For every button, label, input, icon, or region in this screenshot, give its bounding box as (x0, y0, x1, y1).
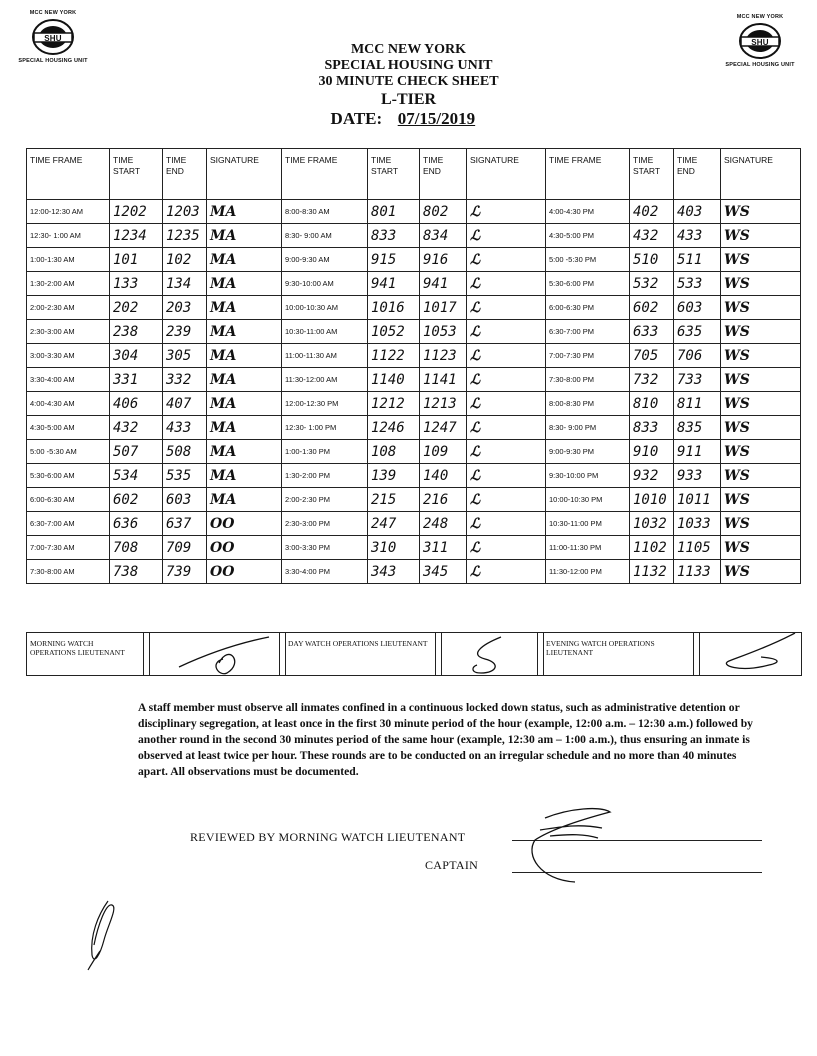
time-frame-cell: 3:30-4:00 PM (282, 560, 368, 584)
time-start-cell: 732 (630, 368, 674, 392)
check-sheet-table (26, 148, 801, 584)
time-frame-cell: 9:30-10:00 PM (546, 464, 630, 488)
table-row (27, 512, 801, 536)
time-frame-cell: 6:00-6:30 PM (546, 296, 630, 320)
captain-label: CAPTAIN (425, 858, 479, 872)
signature-cell: ℒ (467, 560, 546, 584)
time-frame-cell: 2:00-2:30 AM (27, 296, 110, 320)
signature-cell: MA (207, 488, 282, 512)
signature-cell: WS (721, 416, 801, 440)
time-end-cell: 109 (420, 440, 467, 464)
time-frame-cell: 7:30-8:00 AM (27, 560, 110, 584)
time-end-cell: 332 (163, 368, 207, 392)
lieutenant-signature-row (26, 632, 802, 676)
time-frame-cell: 11:30-12:00 PM (546, 560, 630, 584)
time-frame-cell: 7:30-8:00 PM (546, 368, 630, 392)
time-frame-cell: 12:30- 1:00 PM (282, 416, 368, 440)
signature-cell: WS (721, 272, 801, 296)
time-end-cell: 1141 (420, 368, 467, 392)
time-frame-cell: 3:00-3:30 PM (282, 536, 368, 560)
signature-cell: ℒ (467, 488, 546, 512)
time-start-cell: 406 (110, 392, 163, 416)
reviewed-by-label: REVIEWED BY MORNING WATCH LIEUTENANT (190, 830, 466, 844)
col-time-end: TIME END (420, 149, 467, 200)
day-lieutenant-label: DAY WATCH OPERATIONS LIEUTENANT (288, 639, 428, 648)
time-end-cell: 1017 (420, 296, 467, 320)
table-body (27, 200, 801, 584)
time-frame-cell: 10:30-11:00 PM (546, 512, 630, 536)
time-end-cell: 733 (674, 368, 721, 392)
time-frame-cell: 1:30-2:00 PM (282, 464, 368, 488)
signature-cell: WS (721, 320, 801, 344)
signature-cell: WS (721, 296, 801, 320)
signature-cell: MA (207, 320, 282, 344)
time-frame-cell: 2:00-2:30 PM (282, 488, 368, 512)
time-end-cell: 941 (420, 272, 467, 296)
time-start-cell: 310 (368, 536, 420, 560)
signature-cell: ℒ (467, 368, 546, 392)
time-start-cell: 910 (630, 440, 674, 464)
time-frame-cell: 5:00 -5:30 PM (546, 248, 630, 272)
time-start-cell: 432 (630, 224, 674, 248)
table-row (27, 440, 801, 464)
time-frame-cell: 10:00-10:30 PM (546, 488, 630, 512)
signature-cell: WS (721, 464, 801, 488)
sheet-header (0, 42, 817, 127)
time-end-cell: 140 (420, 464, 467, 488)
table-row (27, 416, 801, 440)
table-row (27, 224, 801, 248)
time-frame-cell: 1:00-1:30 PM (282, 440, 368, 464)
time-end-cell: 811 (674, 392, 721, 416)
table-row (27, 536, 801, 560)
signature-cell: WS (721, 560, 801, 584)
date-label: DATE: (330, 109, 383, 128)
time-start-cell: 633 (630, 320, 674, 344)
col-time-end: TIME END (674, 149, 721, 200)
time-end-cell: 311 (420, 536, 467, 560)
signature-cell: WS (721, 344, 801, 368)
col-time-frame: TIME FRAME (546, 149, 630, 200)
signature-cell: ℒ (467, 344, 546, 368)
signature-cell: MA (207, 368, 282, 392)
time-start-cell: 534 (110, 464, 163, 488)
time-end-cell: 134 (163, 272, 207, 296)
time-start-cell: 304 (110, 344, 163, 368)
signature-cell: MA (207, 200, 282, 224)
time-start-cell: 636 (110, 512, 163, 536)
col-time-frame: TIME FRAME (27, 149, 110, 200)
time-start-cell: 402 (630, 200, 674, 224)
time-end-cell: 706 (674, 344, 721, 368)
time-frame-cell: 5:30-6:00 PM (546, 272, 630, 296)
date-value: 07/15/2019 (397, 109, 476, 128)
time-start-cell: 532 (630, 272, 674, 296)
time-start-cell: 202 (110, 296, 163, 320)
signature-cell: ℒ (467, 224, 546, 248)
col-signature: SIGNATURE (467, 149, 546, 200)
morning-lieutenant-signature (149, 633, 280, 675)
time-start-cell: 1102 (630, 536, 674, 560)
time-end-cell: 403 (674, 200, 721, 224)
time-start-cell: 833 (368, 224, 420, 248)
table-row (27, 488, 801, 512)
signature-cell: ℒ (467, 512, 546, 536)
tier-label: L-TIER (380, 91, 437, 108)
initials-scribble-icon (78, 895, 128, 975)
evening-lieutenant-label-cell (543, 633, 694, 675)
time-start-cell: 1010 (630, 488, 674, 512)
date-line (0, 111, 817, 127)
time-frame-cell: 7:00-7:30 PM (546, 344, 630, 368)
time-start-cell: 432 (110, 416, 163, 440)
time-frame-cell: 2:30-3:00 AM (27, 320, 110, 344)
logo-top-text: MCC NEW YORK (29, 10, 77, 16)
time-start-cell: 215 (368, 488, 420, 512)
time-start-cell: 602 (110, 488, 163, 512)
time-frame-cell: 4:00-4:30 PM (546, 200, 630, 224)
time-end-cell: 511 (674, 248, 721, 272)
time-frame-cell: 9:00-9:30 AM (282, 248, 368, 272)
col-time-start: TIME START (368, 149, 420, 200)
time-end-cell: 1213 (420, 392, 467, 416)
time-end-cell: 102 (163, 248, 207, 272)
time-end-cell: 508 (163, 440, 207, 464)
time-frame-cell: 11:30-12:00 AM (282, 368, 368, 392)
svg-text:SHU: SHU (44, 34, 62, 43)
time-start-cell: 602 (630, 296, 674, 320)
lieutenant-signature-icon (510, 800, 620, 890)
col-time-end: TIME END (163, 149, 207, 200)
time-frame-cell: 3:30-4:00 AM (27, 368, 110, 392)
time-end-cell: 1203 (163, 200, 207, 224)
time-start-cell: 1246 (368, 416, 420, 440)
col-time-start: TIME START (630, 149, 674, 200)
time-frame-cell: 6:30-7:00 PM (546, 320, 630, 344)
time-end-cell: 802 (420, 200, 467, 224)
time-end-cell: 1133 (674, 560, 721, 584)
time-frame-cell: 11:00-11:30 PM (546, 536, 630, 560)
time-frame-cell: 6:30-7:00 AM (27, 512, 110, 536)
signature-cell: ℒ (467, 392, 546, 416)
time-start-cell: 810 (630, 392, 674, 416)
time-frame-cell: 10:30-11:00 AM (282, 320, 368, 344)
time-start-cell: 507 (110, 440, 163, 464)
time-frame-cell: 1:00-1:30 AM (27, 248, 110, 272)
time-end-cell: 739 (163, 560, 207, 584)
logo-bottom-text: SPECIAL HOUSING UNIT (18, 58, 88, 64)
signature-cell: MA (207, 392, 282, 416)
policy-paragraph: A staff member must observe all inmates confined in a continuous locked down status, such as administrative detention or disciplinary segregation, at least once in the first 30 minute period of the hour (example, 12:00 a.m. – 12:30 a.m.) followed by another round in the second 30 minutes period of the same hour (example, 12:30 am – 1:00 a.m.), thus ensuring an inmate is observed at least twice per hour. These rounds are to be conducted on an irregular schedule and no more than 40 minutes apart. All observations must be documented. (138, 701, 753, 778)
signature-cell: ℒ (467, 536, 546, 560)
signature-cell: ℒ (467, 296, 546, 320)
time-start-cell: 915 (368, 248, 420, 272)
time-frame-cell: 2:30-3:00 PM (282, 512, 368, 536)
time-frame-cell: 12:30- 1:00 AM (27, 224, 110, 248)
signature-cell: MA (207, 248, 282, 272)
time-frame-cell: 5:30-6:00 AM (27, 464, 110, 488)
logo-bottom-text: SPECIAL HOUSING UNIT (725, 62, 795, 68)
table-row (27, 272, 801, 296)
logo-top-text: MCC NEW YORK (736, 14, 784, 20)
time-frame-cell: 9:30-10:00 AM (282, 272, 368, 296)
signature-cell: MA (207, 344, 282, 368)
table-row (27, 200, 801, 224)
time-start-cell: 247 (368, 512, 420, 536)
signature-cell: WS (721, 200, 801, 224)
time-frame-cell: 8:00-8:30 AM (282, 200, 368, 224)
signature-scribble-icon (699, 633, 800, 675)
morning-lieutenant-label-cell (27, 633, 144, 675)
table-row (27, 296, 801, 320)
time-start-cell: 708 (110, 536, 163, 560)
time-frame-cell: 11:00-11:30 AM (282, 344, 368, 368)
time-start-cell: 941 (368, 272, 420, 296)
time-start-cell: 738 (110, 560, 163, 584)
time-end-cell: 835 (674, 416, 721, 440)
time-end-cell: 535 (163, 464, 207, 488)
signature-cell: ℒ (467, 200, 546, 224)
time-start-cell: 331 (110, 368, 163, 392)
time-end-cell: 305 (163, 344, 207, 368)
time-end-cell: 603 (163, 488, 207, 512)
signature-cell: MA (207, 440, 282, 464)
time-end-cell: 248 (420, 512, 467, 536)
table-row (27, 464, 801, 488)
time-end-cell: 709 (163, 536, 207, 560)
time-start-cell: 343 (368, 560, 420, 584)
signature-cell: MA (207, 272, 282, 296)
table-row (27, 392, 801, 416)
time-frame-cell: 7:00-7:30 AM (27, 536, 110, 560)
time-start-cell: 1234 (110, 224, 163, 248)
table-row (27, 248, 801, 272)
signature-cell: ℒ (467, 464, 546, 488)
time-end-cell: 533 (674, 272, 721, 296)
time-end-cell: 216 (420, 488, 467, 512)
time-frame-cell: 4:30-5:00 PM (546, 224, 630, 248)
signature-cell: WS (721, 440, 801, 464)
time-end-cell: 933 (674, 464, 721, 488)
time-start-cell: 139 (368, 464, 420, 488)
signature-cell: MA (207, 416, 282, 440)
svg-text:SHU: SHU (751, 38, 769, 47)
time-frame-cell: 1:30-2:00 AM (27, 272, 110, 296)
time-end-cell: 834 (420, 224, 467, 248)
time-start-cell: 101 (110, 248, 163, 272)
time-start-cell: 1122 (368, 344, 420, 368)
time-start-cell: 1140 (368, 368, 420, 392)
table-row (27, 344, 801, 368)
time-end-cell: 203 (163, 296, 207, 320)
morning-lieutenant-label: MORNING WATCH OPERATIONS LIEUTENANT (30, 639, 125, 657)
signature-cell: ℒ (467, 320, 546, 344)
signature-cell: MA (207, 464, 282, 488)
time-end-cell: 1247 (420, 416, 467, 440)
time-frame-cell: 8:30- 9:00 AM (282, 224, 368, 248)
time-start-cell: 510 (630, 248, 674, 272)
time-frame-cell: 12:00-12:30 AM (27, 200, 110, 224)
time-end-cell: 637 (163, 512, 207, 536)
time-start-cell: 1016 (368, 296, 420, 320)
evening-lieutenant-label: EVENING WATCH OPERATIONS LIEUTENANT (546, 639, 655, 657)
time-end-cell: 911 (674, 440, 721, 464)
table-row (27, 320, 801, 344)
time-start-cell: 932 (630, 464, 674, 488)
time-end-cell: 1123 (420, 344, 467, 368)
time-end-cell: 407 (163, 392, 207, 416)
signature-cell: ℒ (467, 272, 546, 296)
table-header-row (27, 149, 801, 200)
time-frame-cell: 4:00-4:30 AM (27, 392, 110, 416)
signature-cell: MA (207, 224, 282, 248)
time-start-cell: 238 (110, 320, 163, 344)
signature-cell: OO (207, 560, 282, 584)
time-end-cell: 239 (163, 320, 207, 344)
col-signature: SIGNATURE (207, 149, 282, 200)
time-start-cell: 833 (630, 416, 674, 440)
time-end-cell: 916 (420, 248, 467, 272)
col-time-frame: TIME FRAME (282, 149, 368, 200)
signature-cell: WS (721, 488, 801, 512)
time-start-cell: 1052 (368, 320, 420, 344)
time-frame-cell: 6:00-6:30 AM (27, 488, 110, 512)
time-frame-cell: 5:00 -5:30 AM (27, 440, 110, 464)
time-end-cell: 603 (674, 296, 721, 320)
time-start-cell: 1202 (110, 200, 163, 224)
signature-scribble-icon (441, 633, 537, 675)
time-frame-cell: 4:30-5:00 AM (27, 416, 110, 440)
time-end-cell: 635 (674, 320, 721, 344)
signature-cell: ℒ (467, 248, 546, 272)
signature-cell: WS (721, 368, 801, 392)
signature-cell: WS (721, 392, 801, 416)
signature-cell: OO (207, 536, 282, 560)
header-line-3: 30 MINUTE CHECK SHEET (318, 74, 499, 89)
time-frame-cell: 10:00-10:30 AM (282, 296, 368, 320)
time-end-cell: 1105 (674, 536, 721, 560)
signature-cell: WS (721, 512, 801, 536)
table-row (27, 560, 801, 584)
signature-cell: WS (721, 536, 801, 560)
time-end-cell: 1053 (420, 320, 467, 344)
day-lieutenant-label-cell (285, 633, 436, 675)
signature-cell: MA (207, 296, 282, 320)
time-end-cell: 433 (163, 416, 207, 440)
time-start-cell: 705 (630, 344, 674, 368)
time-end-cell: 1033 (674, 512, 721, 536)
time-start-cell: 801 (368, 200, 420, 224)
header-line-2: SPECIAL HOUSING UNIT (324, 58, 493, 73)
signature-cell: ℒ (467, 440, 546, 464)
signature-scribble-icon (149, 633, 279, 675)
signature-cell: WS (721, 248, 801, 272)
time-frame-cell: 9:00-9:30 PM (546, 440, 630, 464)
col-signature: SIGNATURE (721, 149, 801, 200)
signature-cell: WS (721, 224, 801, 248)
table-row (27, 368, 801, 392)
time-end-cell: 1235 (163, 224, 207, 248)
day-lieutenant-signature (441, 633, 538, 675)
time-start-cell: 133 (110, 272, 163, 296)
time-end-cell: 345 (420, 560, 467, 584)
time-frame-cell: 8:00-8:30 PM (546, 392, 630, 416)
header-line-1: MCC NEW YORK (350, 42, 467, 57)
time-frame-cell: 3:00-3:30 AM (27, 344, 110, 368)
time-end-cell: 1011 (674, 488, 721, 512)
time-frame-cell: 8:30- 9:00 PM (546, 416, 630, 440)
time-start-cell: 1032 (630, 512, 674, 536)
col-time-start: TIME START (110, 149, 163, 200)
time-start-cell: 108 (368, 440, 420, 464)
time-end-cell: 433 (674, 224, 721, 248)
signature-cell: ℒ (467, 416, 546, 440)
signature-cell: OO (207, 512, 282, 536)
evening-lieutenant-signature (699, 633, 800, 675)
time-start-cell: 1132 (630, 560, 674, 584)
time-start-cell: 1212 (368, 392, 420, 416)
time-frame-cell: 12:00-12:30 PM (282, 392, 368, 416)
